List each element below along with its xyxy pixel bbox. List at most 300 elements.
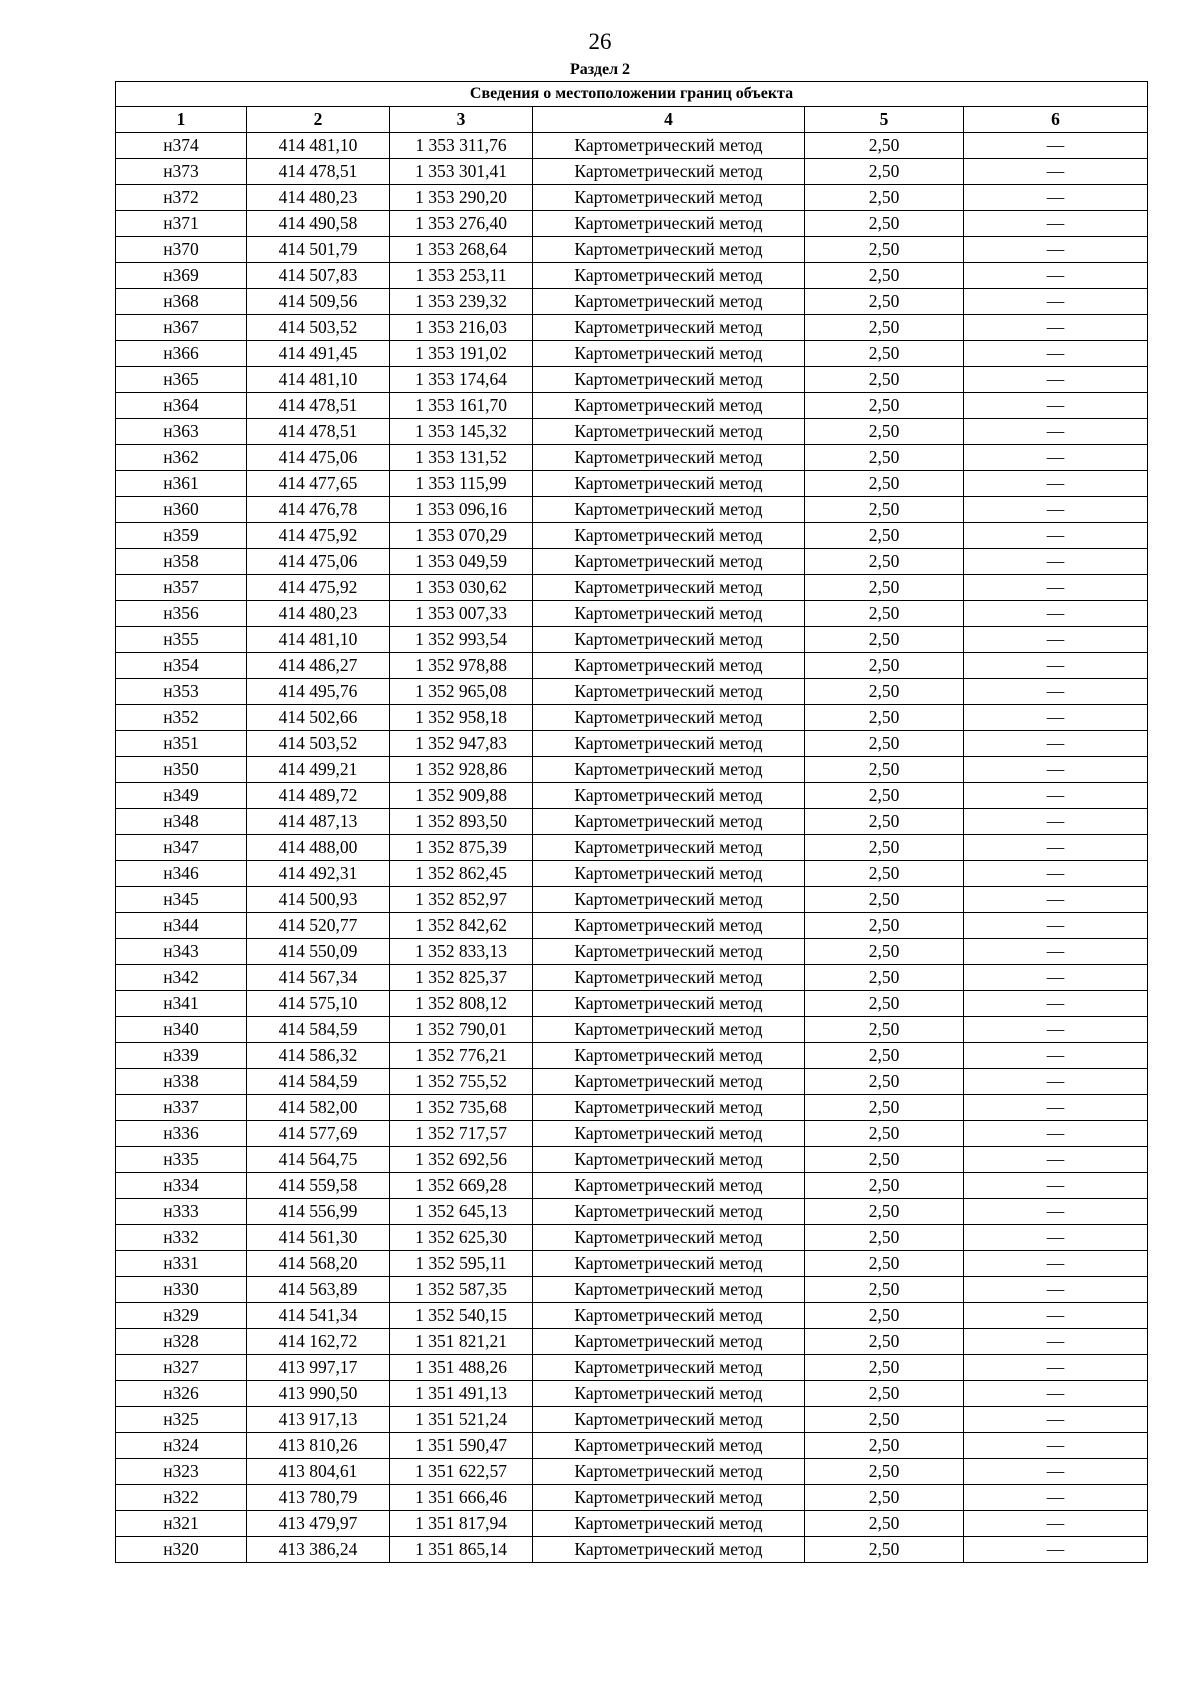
method-cell: Картометрический метод: [533, 861, 805, 887]
note-cell: —: [964, 705, 1148, 731]
point-id-cell: н340: [116, 1017, 247, 1043]
x-coordinate-cell: 414 568,20: [247, 1251, 390, 1277]
method-cell: Картометрический метод: [533, 1251, 805, 1277]
note-cell: —: [964, 1537, 1148, 1563]
method-cell: Картометрический метод: [533, 1225, 805, 1251]
table-row: [116, 861, 1148, 887]
accuracy-cell: 2,50: [805, 835, 964, 861]
x-coordinate-cell: 414 499,21: [247, 757, 390, 783]
note-cell: —: [964, 159, 1148, 185]
accuracy-cell: 2,50: [805, 757, 964, 783]
note-cell: —: [964, 1407, 1148, 1433]
point-id-cell: н357: [116, 575, 247, 601]
x-coordinate-cell: 414 475,06: [247, 549, 390, 575]
accuracy-cell: 2,50: [805, 653, 964, 679]
y-coordinate-cell: 1 353 030,62: [390, 575, 533, 601]
table-row: [116, 939, 1148, 965]
x-coordinate-cell: 414 556,99: [247, 1199, 390, 1225]
method-cell: Картометрический метод: [533, 783, 805, 809]
method-cell: Картометрический метод: [533, 575, 805, 601]
note-cell: —: [964, 445, 1148, 471]
accuracy-cell: 2,50: [805, 1277, 964, 1303]
table-row: [116, 731, 1148, 757]
accuracy-cell: 2,50: [805, 211, 964, 237]
table-row: [116, 1173, 1148, 1199]
method-cell: Картометрический метод: [533, 1485, 805, 1511]
method-cell: Картометрический метод: [533, 497, 805, 523]
x-coordinate-cell: 414 480,23: [247, 185, 390, 211]
method-cell: Картометрический метод: [533, 1381, 805, 1407]
point-id-cell: н361: [116, 471, 247, 497]
method-cell: Картометрический метод: [533, 1043, 805, 1069]
table-row: [116, 1147, 1148, 1173]
y-coordinate-cell: 1 352 852,97: [390, 887, 533, 913]
note-cell: —: [964, 783, 1148, 809]
note-cell: —: [964, 1381, 1148, 1407]
method-cell: Картометрический метод: [533, 991, 805, 1017]
y-coordinate-cell: 1 353 216,03: [390, 315, 533, 341]
table-row: [116, 757, 1148, 783]
y-coordinate-cell: 1 352 958,18: [390, 705, 533, 731]
table-row: [116, 783, 1148, 809]
method-cell: Картометрический метод: [533, 523, 805, 549]
method-cell: Картометрический метод: [533, 757, 805, 783]
point-id-cell: н324: [116, 1433, 247, 1459]
note-cell: —: [964, 289, 1148, 315]
point-id-cell: н358: [116, 549, 247, 575]
accuracy-cell: 2,50: [805, 1433, 964, 1459]
accuracy-cell: 2,50: [805, 1017, 964, 1043]
note-cell: —: [964, 627, 1148, 653]
point-id-cell: н337: [116, 1095, 247, 1121]
table-row: [116, 315, 1148, 341]
x-coordinate-cell: 413 810,26: [247, 1433, 390, 1459]
point-id-cell: н369: [116, 263, 247, 289]
note-cell: —: [964, 1459, 1148, 1485]
note-cell: —: [964, 965, 1148, 991]
point-id-cell: н354: [116, 653, 247, 679]
y-coordinate-cell: 1 352 776,21: [390, 1043, 533, 1069]
x-coordinate-cell: 413 997,17: [247, 1355, 390, 1381]
table-row: [116, 1329, 1148, 1355]
table-row: [116, 1459, 1148, 1485]
method-cell: Картометрический метод: [533, 393, 805, 419]
method-cell: Картометрический метод: [533, 289, 805, 315]
point-id-cell: н372: [116, 185, 247, 211]
method-cell: Картометрический метод: [533, 965, 805, 991]
method-cell: Картометрический метод: [533, 211, 805, 237]
y-coordinate-cell: 1 353 145,32: [390, 419, 533, 445]
page-number: 26: [588, 29, 612, 54]
point-id-cell: н355: [116, 627, 247, 653]
x-coordinate-cell: 414 584,59: [247, 1017, 390, 1043]
y-coordinate-cell: 1 353 049,59: [390, 549, 533, 575]
x-coordinate-cell: 414 501,79: [247, 237, 390, 263]
method-cell: Картометрический метод: [533, 1355, 805, 1381]
y-coordinate-cell: 1 353 301,41: [390, 159, 533, 185]
method-cell: Картометрический метод: [533, 1459, 805, 1485]
y-coordinate-cell: 1 351 821,21: [390, 1329, 533, 1355]
y-coordinate-cell: 1 352 909,88: [390, 783, 533, 809]
method-cell: Картометрический метод: [533, 809, 805, 835]
accuracy-cell: 2,50: [805, 939, 964, 965]
note-cell: —: [964, 1017, 1148, 1043]
note-cell: —: [964, 315, 1148, 341]
point-id-cell: н343: [116, 939, 247, 965]
table-row: [116, 575, 1148, 601]
table-row: [116, 289, 1148, 315]
y-coordinate-cell: 1 353 290,20: [390, 185, 533, 211]
table-row: [116, 185, 1148, 211]
note-cell: —: [964, 1433, 1148, 1459]
x-coordinate-cell: 414 475,92: [247, 575, 390, 601]
method-cell: Картометрический метод: [533, 263, 805, 289]
note-cell: —: [964, 1485, 1148, 1511]
accuracy-cell: 2,50: [805, 445, 964, 471]
x-coordinate-cell: 414 492,31: [247, 861, 390, 887]
accuracy-cell: 2,50: [805, 1173, 964, 1199]
table-row: [116, 653, 1148, 679]
accuracy-cell: 2,50: [805, 1251, 964, 1277]
table-row: [116, 1199, 1148, 1225]
table-row: [116, 497, 1148, 523]
x-coordinate-cell: 414 561,30: [247, 1225, 390, 1251]
point-id-cell: н344: [116, 913, 247, 939]
y-coordinate-cell: 1 351 521,24: [390, 1407, 533, 1433]
x-coordinate-cell: 414 584,59: [247, 1069, 390, 1095]
accuracy-cell: 2,50: [805, 1485, 964, 1511]
table-row: [116, 393, 1148, 419]
note-cell: —: [964, 367, 1148, 393]
note-cell: —: [964, 913, 1148, 939]
accuracy-cell: 2,50: [805, 1121, 964, 1147]
x-coordinate-cell: 414 487,13: [247, 809, 390, 835]
accuracy-cell: 2,50: [805, 913, 964, 939]
x-coordinate-cell: 414 582,00: [247, 1095, 390, 1121]
x-coordinate-cell: 414 495,76: [247, 679, 390, 705]
table-row: [116, 549, 1148, 575]
table-row: [116, 237, 1148, 263]
accuracy-cell: 2,50: [805, 991, 964, 1017]
x-coordinate-cell: 414 490,58: [247, 211, 390, 237]
y-coordinate-cell: 1 351 622,57: [390, 1459, 533, 1485]
point-id-cell: н374: [116, 133, 247, 159]
point-id-cell: н350: [116, 757, 247, 783]
table-row: [116, 1407, 1148, 1433]
method-cell: Картометрический метод: [533, 835, 805, 861]
point-id-cell: н365: [116, 367, 247, 393]
y-coordinate-cell: 1 352 595,11: [390, 1251, 533, 1277]
y-coordinate-cell: 1 353 311,76: [390, 133, 533, 159]
x-coordinate-cell: 414 478,51: [247, 393, 390, 419]
point-id-cell: н349: [116, 783, 247, 809]
column-number: 6: [964, 107, 1148, 133]
note-cell: —: [964, 861, 1148, 887]
table-row: [116, 809, 1148, 835]
note-cell: —: [964, 601, 1148, 627]
accuracy-cell: 2,50: [805, 887, 964, 913]
y-coordinate-cell: 1 353 007,33: [390, 601, 533, 627]
note-cell: —: [964, 1303, 1148, 1329]
x-coordinate-cell: 414 481,10: [247, 627, 390, 653]
y-coordinate-cell: 1 352 735,68: [390, 1095, 533, 1121]
x-coordinate-cell: 414 550,09: [247, 939, 390, 965]
table-row: [116, 679, 1148, 705]
accuracy-cell: 2,50: [805, 1225, 964, 1251]
table-row: [116, 1251, 1148, 1277]
x-coordinate-cell: 414 162,72: [247, 1329, 390, 1355]
method-cell: Картометрический метод: [533, 601, 805, 627]
y-coordinate-cell: 1 352 862,45: [390, 861, 533, 887]
y-coordinate-cell: 1 353 268,64: [390, 237, 533, 263]
point-id-cell: н331: [116, 1251, 247, 1277]
y-coordinate-cell: 1 352 875,39: [390, 835, 533, 861]
point-id-cell: н320: [116, 1537, 247, 1563]
accuracy-cell: 2,50: [805, 1381, 964, 1407]
method-cell: Картометрический метод: [533, 1121, 805, 1147]
x-coordinate-cell: 414 481,10: [247, 367, 390, 393]
accuracy-cell: 2,50: [805, 809, 964, 835]
accuracy-cell: 2,50: [805, 1199, 964, 1225]
method-cell: Картометрический метод: [533, 627, 805, 653]
x-coordinate-cell: 413 479,97: [247, 1511, 390, 1537]
y-coordinate-cell: 1 352 965,08: [390, 679, 533, 705]
accuracy-cell: 2,50: [805, 497, 964, 523]
y-coordinate-cell: 1 351 491,13: [390, 1381, 533, 1407]
method-cell: Картометрический метод: [533, 549, 805, 575]
table-row: [116, 1511, 1148, 1537]
note-cell: —: [964, 419, 1148, 445]
y-coordinate-cell: 1 353 161,70: [390, 393, 533, 419]
table-body: [116, 133, 1148, 1563]
point-id-cell: н338: [116, 1069, 247, 1095]
table-row: [116, 1485, 1148, 1511]
accuracy-cell: 2,50: [805, 237, 964, 263]
x-coordinate-cell: 414 480,23: [247, 601, 390, 627]
note-cell: —: [964, 1069, 1148, 1095]
method-cell: Картометрический метод: [533, 1173, 805, 1199]
note-cell: —: [964, 757, 1148, 783]
table-row: [116, 991, 1148, 1017]
note-cell: —: [964, 133, 1148, 159]
point-id-cell: н368: [116, 289, 247, 315]
point-id-cell: н356: [116, 601, 247, 627]
x-coordinate-cell: 414 563,89: [247, 1277, 390, 1303]
method-cell: Картометрический метод: [533, 1199, 805, 1225]
y-coordinate-cell: 1 353 096,16: [390, 497, 533, 523]
note-cell: —: [964, 549, 1148, 575]
note-cell: —: [964, 1173, 1148, 1199]
note-cell: —: [964, 575, 1148, 601]
accuracy-cell: 2,50: [805, 133, 964, 159]
x-coordinate-cell: 414 477,65: [247, 471, 390, 497]
accuracy-cell: 2,50: [805, 1095, 964, 1121]
y-coordinate-cell: 1 352 993,54: [390, 627, 533, 653]
y-coordinate-cell: 1 353 239,32: [390, 289, 533, 315]
y-coordinate-cell: 1 352 645,13: [390, 1199, 533, 1225]
boundary-coordinates-table: [115, 81, 1148, 1563]
note-cell: —: [964, 835, 1148, 861]
point-id-cell: н327: [116, 1355, 247, 1381]
point-id-cell: н339: [116, 1043, 247, 1069]
table-row: [116, 1121, 1148, 1147]
table-row: [116, 159, 1148, 185]
x-coordinate-cell: 414 502,66: [247, 705, 390, 731]
accuracy-cell: 2,50: [805, 341, 964, 367]
table-row: [116, 835, 1148, 861]
table-row: [116, 1355, 1148, 1381]
y-coordinate-cell: 1 352 625,30: [390, 1225, 533, 1251]
method-cell: Картометрический метод: [533, 679, 805, 705]
point-id-cell: н348: [116, 809, 247, 835]
table-row: [116, 1225, 1148, 1251]
note-cell: —: [964, 809, 1148, 835]
accuracy-cell: 2,50: [805, 393, 964, 419]
y-coordinate-cell: 1 352 755,52: [390, 1069, 533, 1095]
y-coordinate-cell: 1 353 191,02: [390, 341, 533, 367]
x-coordinate-cell: 413 990,50: [247, 1381, 390, 1407]
accuracy-cell: 2,50: [805, 523, 964, 549]
method-cell: Картометрический метод: [533, 705, 805, 731]
note-cell: —: [964, 1147, 1148, 1173]
accuracy-cell: 2,50: [805, 965, 964, 991]
point-id-cell: н367: [116, 315, 247, 341]
point-id-cell: н347: [116, 835, 247, 861]
x-coordinate-cell: 414 478,51: [247, 419, 390, 445]
y-coordinate-cell: 1 352 808,12: [390, 991, 533, 1017]
column-number: 5: [805, 107, 964, 133]
note-cell: —: [964, 393, 1148, 419]
method-cell: Картометрический метод: [533, 887, 805, 913]
table-row: [116, 1303, 1148, 1329]
point-id-cell: н335: [116, 1147, 247, 1173]
note-cell: —: [964, 1121, 1148, 1147]
point-id-cell: н362: [116, 445, 247, 471]
y-coordinate-cell: 1 353 276,40: [390, 211, 533, 237]
x-coordinate-cell: 414 559,58: [247, 1173, 390, 1199]
table-row: [116, 523, 1148, 549]
note-cell: —: [964, 991, 1148, 1017]
table-caption-row: [116, 82, 1148, 107]
accuracy-cell: 2,50: [805, 731, 964, 757]
point-id-cell: н352: [116, 705, 247, 731]
point-id-cell: н359: [116, 523, 247, 549]
accuracy-cell: 2,50: [805, 263, 964, 289]
x-coordinate-cell: 413 386,24: [247, 1537, 390, 1563]
note-cell: —: [964, 731, 1148, 757]
y-coordinate-cell: 1 353 174,64: [390, 367, 533, 393]
method-cell: Картометрический метод: [533, 315, 805, 341]
note-cell: —: [964, 1511, 1148, 1537]
section-title: Раздел 2: [569, 61, 631, 78]
note-cell: —: [964, 237, 1148, 263]
x-coordinate-cell: 414 489,72: [247, 783, 390, 809]
note-cell: —: [964, 263, 1148, 289]
point-id-cell: н330: [116, 1277, 247, 1303]
method-cell: Картометрический метод: [533, 445, 805, 471]
accuracy-cell: 2,50: [805, 1329, 964, 1355]
method-cell: Картометрический метод: [533, 1303, 805, 1329]
y-coordinate-cell: 1 352 947,83: [390, 731, 533, 757]
table-row: [116, 887, 1148, 913]
column-number: 1: [116, 107, 247, 133]
point-id-cell: н345: [116, 887, 247, 913]
x-coordinate-cell: 414 500,93: [247, 887, 390, 913]
table-row: [116, 1043, 1148, 1069]
point-id-cell: н323: [116, 1459, 247, 1485]
x-coordinate-cell: 414 488,00: [247, 835, 390, 861]
accuracy-cell: 2,50: [805, 159, 964, 185]
y-coordinate-cell: 1 352 790,01: [390, 1017, 533, 1043]
accuracy-cell: 2,50: [805, 601, 964, 627]
x-coordinate-cell: 414 476,78: [247, 497, 390, 523]
method-cell: Картометрический метод: [533, 731, 805, 757]
method-cell: Картометрический метод: [533, 913, 805, 939]
column-number-row: [116, 107, 1148, 133]
accuracy-cell: 2,50: [805, 1511, 964, 1537]
table-row: [116, 1017, 1148, 1043]
note-cell: —: [964, 1355, 1148, 1381]
x-coordinate-cell: 414 503,52: [247, 315, 390, 341]
y-coordinate-cell: 1 352 842,62: [390, 913, 533, 939]
note-cell: —: [964, 1251, 1148, 1277]
note-cell: —: [964, 341, 1148, 367]
note-cell: —: [964, 471, 1148, 497]
method-cell: Картометрический метод: [533, 1433, 805, 1459]
note-cell: —: [964, 1329, 1148, 1355]
accuracy-cell: 2,50: [805, 679, 964, 705]
point-id-cell: н333: [116, 1199, 247, 1225]
table-row: [116, 1277, 1148, 1303]
table-row: [116, 627, 1148, 653]
y-coordinate-cell: 1 352 669,28: [390, 1173, 533, 1199]
accuracy-cell: 2,50: [805, 783, 964, 809]
point-id-cell: н341: [116, 991, 247, 1017]
method-cell: Картометрический метод: [533, 1017, 805, 1043]
note-cell: —: [964, 497, 1148, 523]
x-coordinate-cell: 413 917,13: [247, 1407, 390, 1433]
method-cell: Картометрический метод: [533, 133, 805, 159]
y-coordinate-cell: 1 351 817,94: [390, 1511, 533, 1537]
column-number: 3: [390, 107, 533, 133]
y-coordinate-cell: 1 352 825,37: [390, 965, 533, 991]
note-cell: —: [964, 939, 1148, 965]
x-coordinate-cell: 414 509,56: [247, 289, 390, 315]
x-coordinate-cell: 414 507,83: [247, 263, 390, 289]
accuracy-cell: 2,50: [805, 1147, 964, 1173]
column-number: 2: [247, 107, 390, 133]
y-coordinate-cell: 1 352 587,35: [390, 1277, 533, 1303]
point-id-cell: н336: [116, 1121, 247, 1147]
y-coordinate-cell: 1 352 692,56: [390, 1147, 533, 1173]
note-cell: —: [964, 679, 1148, 705]
method-cell: Картометрический метод: [533, 341, 805, 367]
accuracy-cell: 2,50: [805, 549, 964, 575]
table-row: [116, 1537, 1148, 1563]
table-caption: Сведения о местоположении границ объекта: [116, 82, 1148, 107]
point-id-cell: н334: [116, 1173, 247, 1199]
note-cell: —: [964, 887, 1148, 913]
x-coordinate-cell: 414 520,77: [247, 913, 390, 939]
method-cell: Картометрический метод: [533, 1537, 805, 1563]
point-id-cell: н370: [116, 237, 247, 263]
x-coordinate-cell: 413 780,79: [247, 1485, 390, 1511]
table-row: [116, 705, 1148, 731]
method-cell: Картометрический метод: [533, 1511, 805, 1537]
accuracy-cell: 2,50: [805, 1303, 964, 1329]
accuracy-cell: 2,50: [805, 1407, 964, 1433]
y-coordinate-cell: 1 351 488,26: [390, 1355, 533, 1381]
